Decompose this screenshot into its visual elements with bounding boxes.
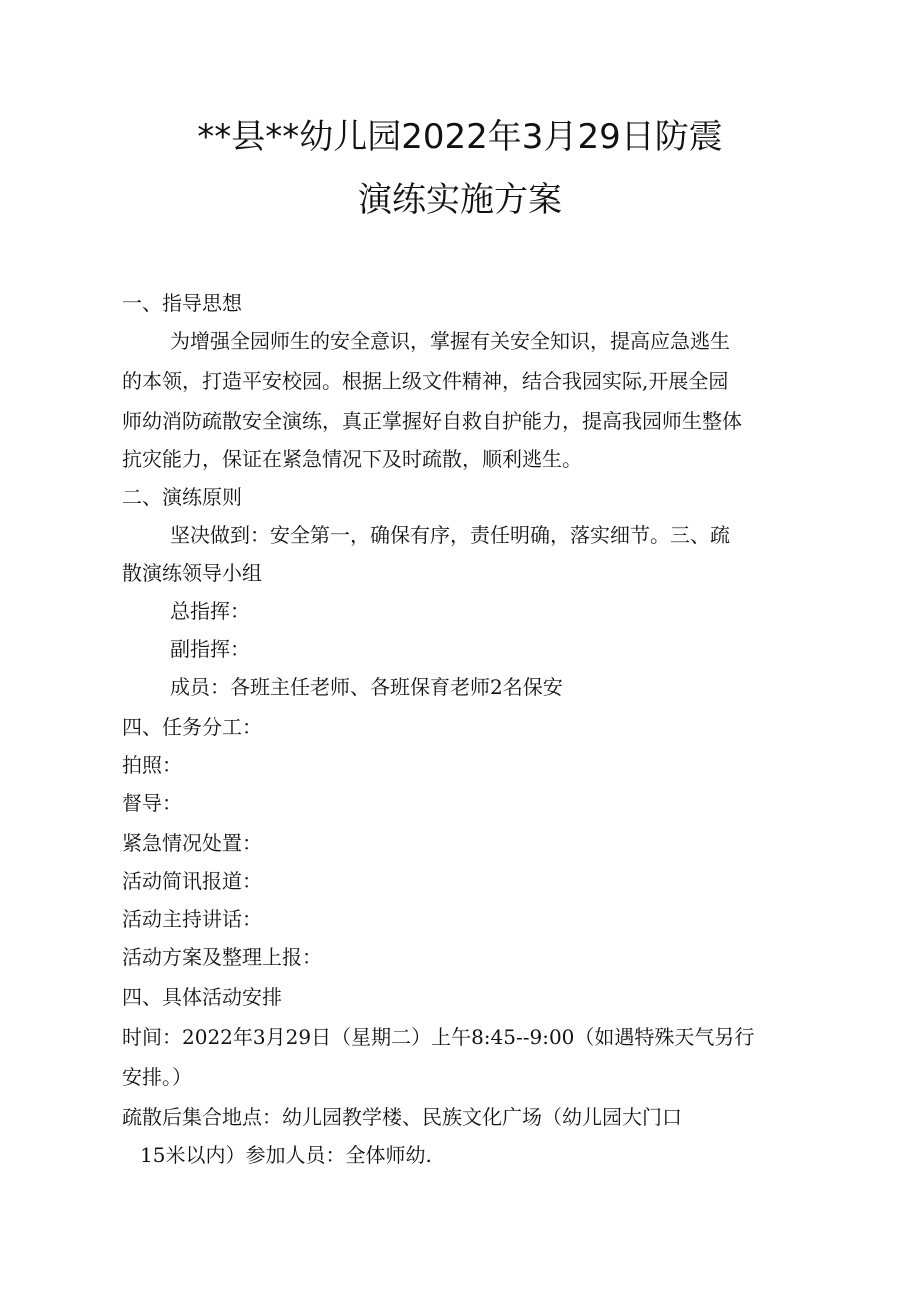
list-item-deputy-commander: 副指挥： [170, 637, 250, 661]
paragraph-line: 坚决做到：安全第一，确保有序，责任明确，落实细节。三、疏 [170, 523, 730, 547]
list-item-host-speech: 活动主持讲话： [122, 907, 262, 931]
document-title-line-2: 演练实施方案 [358, 180, 562, 220]
paragraph-line: 15米以内）参加人员：全体师幼. [140, 1143, 432, 1167]
list-item-photography: 拍照： [122, 753, 182, 777]
paragraph-line: 安排。） [122, 1065, 192, 1089]
paragraph-line: 师幼消防疏散安全演练，真正掌握好自救自护能力，提高我园师生整体 [122, 409, 742, 433]
paragraph-line: 抗灾能力，保证在紧急情况下及时疏散，顺利逃生。 [122, 447, 582, 471]
section-heading-activity-arrangement: 四、具体活动安排 [122, 985, 282, 1009]
section-heading-task-division: 四、任务分工： [122, 715, 262, 739]
section-heading-drill-principles: 二、演练原则 [122, 485, 242, 509]
paragraph-line: 的本领，打造平安校园。根据上级文件精神，结合我园实际,开展全园 [122, 369, 729, 393]
section-heading-guiding-ideology: 一、指导思想 [122, 291, 242, 315]
list-item-commander: 总指挥： [170, 599, 250, 623]
list-item-plan-report: 活动方案及整理上报： [122, 945, 322, 969]
paragraph-line: 散演练领导小组 [122, 561, 262, 585]
list-item-supervision: 督导： [122, 791, 182, 815]
list-item-members: 成员：各班主任老师、各班保育老师2名保安 [170, 675, 563, 699]
list-item-emergency-handling: 紧急情况处置： [122, 831, 262, 855]
document-title-line-1: **县**幼儿园2022年3月29日防震 [197, 117, 723, 157]
paragraph-line-assembly-point: 疏散后集合地点：幼儿园教学楼、民族文化广场（幼儿园大门口 [122, 1105, 682, 1129]
paragraph-line: 为增强全园师生的安全意识，掌握有关安全知识，提高应急逃生 [170, 329, 730, 353]
list-item-news-report: 活动简讯报道： [122, 869, 262, 893]
paragraph-line-time: 时间：2022年3月29日（星期二）上午8:45--9:00（如遇特殊天气另行 [122, 1025, 755, 1049]
